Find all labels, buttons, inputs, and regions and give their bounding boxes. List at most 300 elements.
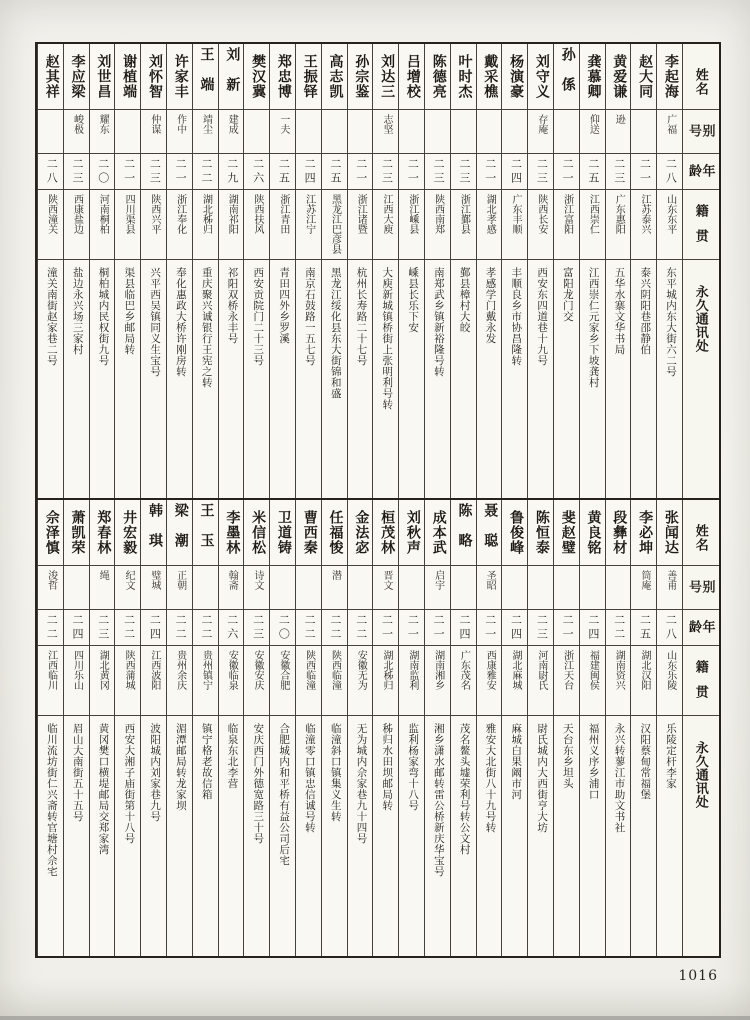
person-origin-text: 陕西临潼: [303, 650, 315, 690]
person-name: [451, 500, 476, 566]
person-origin-text: 陕西潼关: [45, 194, 57, 234]
person-age: [322, 610, 347, 646]
person-name-text: 卫道铸: [275, 510, 291, 555]
person-address: [399, 260, 424, 498]
person-age: [502, 154, 527, 190]
header-address-label: [683, 260, 719, 498]
person-age-text: 二二: [45, 613, 58, 642]
person-alias: [348, 110, 373, 154]
person-alias: [64, 110, 89, 154]
person-age: [270, 154, 295, 190]
person-address: [141, 260, 166, 498]
person-column: [63, 500, 89, 956]
person-origin: [657, 190, 682, 260]
person-name-text: 樊汉冀: [250, 54, 266, 99]
person-name: [38, 500, 63, 566]
person-name: [502, 500, 527, 566]
person-age-text: 二四: [509, 613, 522, 642]
person-name: [115, 44, 140, 110]
person-name: [554, 500, 579, 566]
person-origin-text: 四川渠县: [123, 194, 135, 234]
person-name-text: 梁潮: [172, 502, 188, 563]
person-origin: [502, 190, 527, 260]
person-origin: [270, 190, 295, 260]
person-age: [141, 154, 166, 190]
person-column: [656, 500, 682, 956]
person-name: [141, 44, 166, 110]
person-column: [37, 44, 63, 498]
person-age-text: 二〇: [277, 613, 290, 642]
person-address: [631, 260, 656, 498]
person-address: [451, 716, 476, 956]
person-column: [218, 500, 244, 956]
person-name: [373, 44, 398, 110]
person-name-text: 高志凯: [327, 54, 343, 99]
person-age: [322, 154, 347, 190]
person-alias: [322, 566, 347, 610]
person-address-text: 桐柏城内民权街九号: [97, 267, 109, 366]
header-address-label-text: 永久通讯处: [693, 285, 709, 353]
person-origin: [451, 190, 476, 260]
person-alias: [141, 110, 166, 154]
person-origin-text: 湖南湘乡: [432, 650, 444, 690]
person-name: [141, 500, 166, 566]
person-origin-text: 浙江奉化: [174, 194, 186, 234]
header-alias-label-text: 别号: [687, 580, 716, 605]
person-name: [502, 44, 527, 110]
person-origin-text: 广东丰顺: [510, 194, 522, 234]
person-name-text: 曹西秦: [301, 510, 317, 555]
person-name-text: 米信松: [250, 510, 266, 555]
person-name-text: 韩琪: [146, 502, 162, 563]
person-name-text: 佘泽慎: [43, 510, 59, 555]
person-age: [631, 154, 656, 190]
person-origin: [141, 190, 166, 260]
person-alias: [90, 110, 115, 154]
person-origin: [270, 646, 295, 716]
person-age: [425, 610, 450, 646]
person-address: [477, 260, 502, 498]
person-origin-text: 浙江诸暨: [355, 194, 367, 234]
person-name: [270, 44, 295, 110]
person-name-text: 赵大同: [637, 54, 653, 99]
person-name: [322, 500, 347, 566]
person-name-text: 赵其祥: [43, 54, 59, 99]
person-origin-text: 山东乐陵: [664, 650, 676, 690]
person-alias: [167, 566, 192, 610]
person-origin-text: 江西崇仁: [587, 194, 599, 234]
person-age-text: 二六: [225, 613, 238, 642]
person-origin-text: 湖北麻城: [510, 650, 522, 690]
person-origin: [425, 190, 450, 260]
person-origin-text: 陕西扶风: [252, 194, 264, 234]
person-name-text: 李墨林: [224, 510, 240, 555]
person-name-text: 孙宗鉴: [353, 54, 369, 99]
person-age-text: 二八: [664, 613, 677, 642]
person-origin-text: 安徽安庆: [252, 650, 264, 690]
person-column: [140, 500, 166, 956]
person-origin: [451, 646, 476, 716]
roster-tables: [35, 42, 721, 958]
person-address-text: 福州义序乡浦口: [587, 723, 599, 800]
person-age-text: 二四: [148, 613, 161, 642]
page-number: 1016: [678, 968, 718, 984]
person-alias: [477, 110, 502, 154]
person-age-text: 二九: [225, 157, 238, 186]
person-age: [244, 154, 269, 190]
person-age: [502, 610, 527, 646]
person-age: [244, 610, 269, 646]
person-age-text: 二一: [406, 613, 419, 642]
person-column: [218, 44, 244, 498]
person-origin: [167, 646, 192, 716]
person-origin-text: 贵州余庆: [174, 650, 186, 690]
person-name: [219, 44, 244, 110]
person-column: [114, 500, 140, 956]
person-address-text: 祁阳双桥永丰号: [226, 267, 238, 344]
person-alias: [451, 110, 476, 154]
person-origin-text: 西康盐边: [71, 194, 83, 234]
person-column: [89, 44, 115, 498]
person-name: [606, 500, 631, 566]
person-age: [219, 154, 244, 190]
person-column: [605, 500, 631, 956]
person-address: [219, 716, 244, 956]
header-name-label-text: 姓名: [693, 523, 709, 552]
person-alias-text: 绳: [97, 570, 109, 580]
person-origin-text: 浙江鄞县: [458, 194, 470, 234]
person-name: [477, 500, 502, 566]
person-name: [606, 44, 631, 110]
person-address-text: 西安贡院门二十三号: [252, 267, 264, 366]
person-age: [373, 154, 398, 190]
person-name: [296, 44, 321, 110]
person-origin-text: 陕西临潼: [329, 650, 341, 690]
person-origin: [296, 190, 321, 260]
person-column: [579, 500, 605, 956]
person-column: [295, 500, 321, 956]
person-address-text: 潼关南街赵家巷二号: [45, 267, 57, 366]
person-name: [425, 500, 450, 566]
person-column: [450, 44, 476, 498]
person-column: [553, 44, 579, 498]
header-address-label-text: 永久通讯处: [693, 741, 709, 809]
person-alias-text: 志坚: [381, 114, 393, 134]
person-age-text: 二二: [354, 613, 367, 642]
person-name-text: 李应梁: [69, 54, 85, 99]
header-age-label: [683, 154, 719, 190]
person-name: [348, 44, 373, 110]
person-age-text: 二四: [70, 613, 83, 642]
person-name-text: 陈略: [456, 502, 472, 563]
person-origin: [477, 646, 502, 716]
person-address-text: 汉阳蔡甸常福堡: [639, 723, 651, 800]
person-alias: [606, 110, 631, 154]
person-age: [296, 610, 321, 646]
person-origin: [244, 190, 269, 260]
person-alias: [580, 566, 605, 610]
person-origin: [348, 646, 373, 716]
person-name: [657, 500, 682, 566]
person-address: [167, 716, 192, 956]
person-name: [528, 44, 553, 110]
person-age: [167, 610, 192, 646]
person-age-text: 二一: [432, 613, 445, 642]
person-alias: [38, 110, 63, 154]
person-address: [270, 260, 295, 498]
person-alias: [348, 566, 373, 610]
person-age: [554, 154, 579, 190]
person-origin: [348, 190, 373, 260]
person-alias: [38, 566, 63, 610]
person-alias: [193, 110, 218, 154]
person-address-text: 无为城内佘家巷九十四号: [355, 723, 367, 844]
person-name-text: 刘达三: [379, 54, 395, 99]
person-name-text: 杨演豪: [508, 54, 524, 99]
person-address: [167, 260, 192, 498]
person-alias: [296, 566, 321, 610]
person-column: [424, 44, 450, 498]
person-name: [554, 44, 579, 110]
person-name-text: 陈德亮: [430, 54, 446, 99]
person-name-text: 刘怀智: [146, 54, 162, 99]
person-age-text: 二四: [303, 157, 316, 186]
person-origin: [425, 646, 450, 716]
person-address-text: 秭归水田坝邮局转: [381, 723, 393, 811]
person-alias: [244, 566, 269, 610]
person-alias: [193, 566, 218, 610]
person-name: [322, 44, 347, 110]
person-name-text: 聂聪: [482, 502, 498, 563]
person-name: [270, 500, 295, 566]
person-address: [657, 716, 682, 956]
person-column: [605, 44, 631, 498]
person-address: [502, 260, 527, 498]
person-alias: [657, 566, 682, 610]
person-origin-text: 浙江青田: [277, 194, 289, 234]
person-address-text: 盐边永兴场三家村: [71, 267, 83, 355]
person-alias: [502, 566, 527, 610]
person-origin-text: 山东东平: [664, 194, 676, 234]
person-address: [425, 716, 450, 956]
person-address-text: 黄冈樊口横堤邮局交郑家湾: [97, 723, 109, 855]
person-age: [296, 154, 321, 190]
person-address: [502, 716, 527, 956]
person-origin: [64, 646, 89, 716]
person-alias: [322, 110, 347, 154]
person-address: [193, 260, 218, 498]
person-alias: [115, 566, 140, 610]
person-name-text: 陈恒泰: [533, 510, 549, 555]
person-column: [114, 44, 140, 498]
person-address: [657, 260, 682, 498]
person-address-text: 眉山大南街五十五号: [71, 723, 83, 822]
person-address-text: 南京石鼓路一五七号: [303, 267, 315, 366]
person-address: [193, 716, 218, 956]
header-origin-label: [683, 190, 719, 260]
person-column: [243, 500, 269, 956]
person-address-text: 合肥城内和平桥有益公司后宅: [278, 723, 290, 866]
person-origin-text: 湖南资兴: [613, 650, 625, 690]
person-age-text: 二二: [303, 613, 316, 642]
person-age: [657, 154, 682, 190]
person-address: [90, 716, 115, 956]
person-alias-text: 翰斋: [226, 570, 238, 590]
person-column: [372, 44, 398, 498]
person-age-text: 二一: [561, 613, 574, 642]
person-origin: [322, 190, 347, 260]
person-address-text: 湄潭邮局转龙家坝: [174, 723, 186, 811]
person-column: [321, 500, 347, 956]
person-alias: [167, 110, 192, 154]
person-origin-text: 四川乐山: [71, 650, 83, 690]
person-address-text: 奉化惠政大桥许刚房转: [174, 267, 186, 377]
person-address: [296, 716, 321, 956]
person-origin: [606, 646, 631, 716]
person-age-text: 二五: [586, 157, 599, 186]
person-alias-text: 纪文: [123, 570, 135, 590]
person-name-text: 刘守义: [533, 54, 549, 99]
person-address: [322, 260, 347, 498]
person-column: [192, 44, 218, 498]
person-alias-text: 广福: [664, 114, 676, 134]
person-address-text: 嵊县长乐下安: [407, 267, 419, 333]
person-alias-text: 潜: [329, 570, 341, 580]
person-origin: [528, 190, 553, 260]
person-alias: [580, 110, 605, 154]
person-age-text: 二〇: [96, 157, 109, 186]
person-column: [372, 500, 398, 956]
person-age-text: 二五: [277, 157, 290, 186]
person-age-text: 二一: [561, 157, 574, 186]
person-alias: [425, 110, 450, 154]
person-alias: [399, 566, 424, 610]
person-name-text: 谢植端: [121, 54, 137, 99]
person-age: [38, 154, 63, 190]
person-origin-text: 陕西长安: [535, 194, 547, 234]
person-name-text: 刘秋声: [404, 510, 420, 555]
person-age: [477, 610, 502, 646]
person-address: [373, 716, 398, 956]
person-age-text: 二一: [354, 157, 367, 186]
person-address-text: 安庆西门外德宽路三十号: [252, 723, 264, 844]
person-address: [399, 716, 424, 956]
person-alias: [657, 110, 682, 154]
person-column: [347, 500, 373, 956]
person-age-text: 二二: [199, 157, 212, 186]
person-origin: [90, 190, 115, 260]
person-column: [476, 44, 502, 498]
person-age-text: 二二: [174, 613, 187, 642]
person-origin: [399, 646, 424, 716]
person-address: [606, 260, 631, 498]
person-age: [348, 610, 373, 646]
person-origin-text: 福建闽侯: [587, 650, 599, 690]
person-address-text: 南郑武乡镇新裕隆号转: [432, 267, 444, 377]
person-column: [192, 500, 218, 956]
person-name: [348, 500, 373, 566]
person-column: [450, 500, 476, 956]
person-age: [193, 610, 218, 646]
person-alias: [373, 566, 398, 610]
person-age-text: 二八: [664, 157, 677, 186]
person-name-text: 鲁俊峰: [508, 510, 524, 555]
person-column: [347, 44, 373, 498]
person-alias-text: 耀东: [97, 114, 109, 134]
person-address-text: 西安东四道巷十九号: [536, 267, 548, 366]
person-origin: [193, 190, 218, 260]
person-alias: [451, 566, 476, 610]
person-origin: [657, 646, 682, 716]
header-address-label: [683, 716, 719, 956]
person-origin-text: 湖北汉阳: [639, 650, 650, 690]
person-address-text: 临川流坊街仁兴斋转官塘村佘宅: [45, 723, 57, 877]
person-age: [399, 610, 424, 646]
person-address: [38, 716, 63, 956]
person-origin: [38, 190, 63, 260]
person-origin: [193, 646, 218, 716]
person-name: [64, 44, 89, 110]
person-alias-text: 善甫: [664, 570, 676, 590]
person-address-text: 孝感学门戴永发: [484, 267, 496, 344]
person-age-text: 二五: [638, 613, 651, 642]
person-name: [425, 44, 450, 110]
person-origin: [64, 190, 89, 260]
person-origin-text: 江西大庾: [381, 194, 393, 234]
person-alias: [141, 566, 166, 610]
person-name-text: 李必坤: [637, 510, 653, 555]
person-address: [141, 716, 166, 956]
person-alias-text: 晋文: [381, 570, 393, 590]
person-alias-text: 启宇: [432, 570, 444, 590]
person-name-text: 萧凯荣: [69, 510, 85, 555]
person-name-text: 吕增校: [404, 54, 420, 99]
person-origin-text: 江西波阳: [148, 650, 160, 690]
person-name-text: 段彝材: [611, 510, 627, 555]
person-age-text: 二三: [535, 157, 548, 186]
person-name-text: 龚慕卿: [585, 54, 601, 99]
person-alias-text: 圣昭: [484, 570, 496, 590]
person-origin: [141, 646, 166, 716]
person-origin-text: 浙江富阳: [561, 194, 573, 234]
person-address: [219, 260, 244, 498]
person-age: [270, 610, 295, 646]
person-address-text: 重庆聚兴诚银行王宪之转: [200, 267, 212, 388]
person-name: [528, 500, 553, 566]
person-name: [477, 44, 502, 110]
header-alias-label: [683, 110, 719, 154]
person-age: [554, 610, 579, 646]
person-origin-text: 湖北秭归: [200, 194, 212, 234]
person-address: [348, 716, 373, 956]
person-origin: [580, 190, 605, 260]
header-column: [682, 44, 719, 498]
person-origin-text: 陕西兴平: [148, 194, 160, 234]
person-origin: [606, 190, 631, 260]
person-origin: [219, 646, 244, 716]
person-name: [244, 44, 269, 110]
header-column: [682, 500, 719, 956]
person-address-text: 丰顺良乡市协昌隆转: [510, 267, 522, 366]
person-alias-text: 一夫: [277, 114, 289, 134]
person-name: [399, 500, 424, 566]
person-age: [90, 610, 115, 646]
person-column: [553, 500, 579, 956]
person-address: [64, 260, 89, 498]
person-age-text: 二三: [70, 157, 83, 186]
person-address-text: 永兴转蓼江市助文书社: [613, 723, 625, 833]
person-age-text: 二二: [612, 613, 625, 642]
